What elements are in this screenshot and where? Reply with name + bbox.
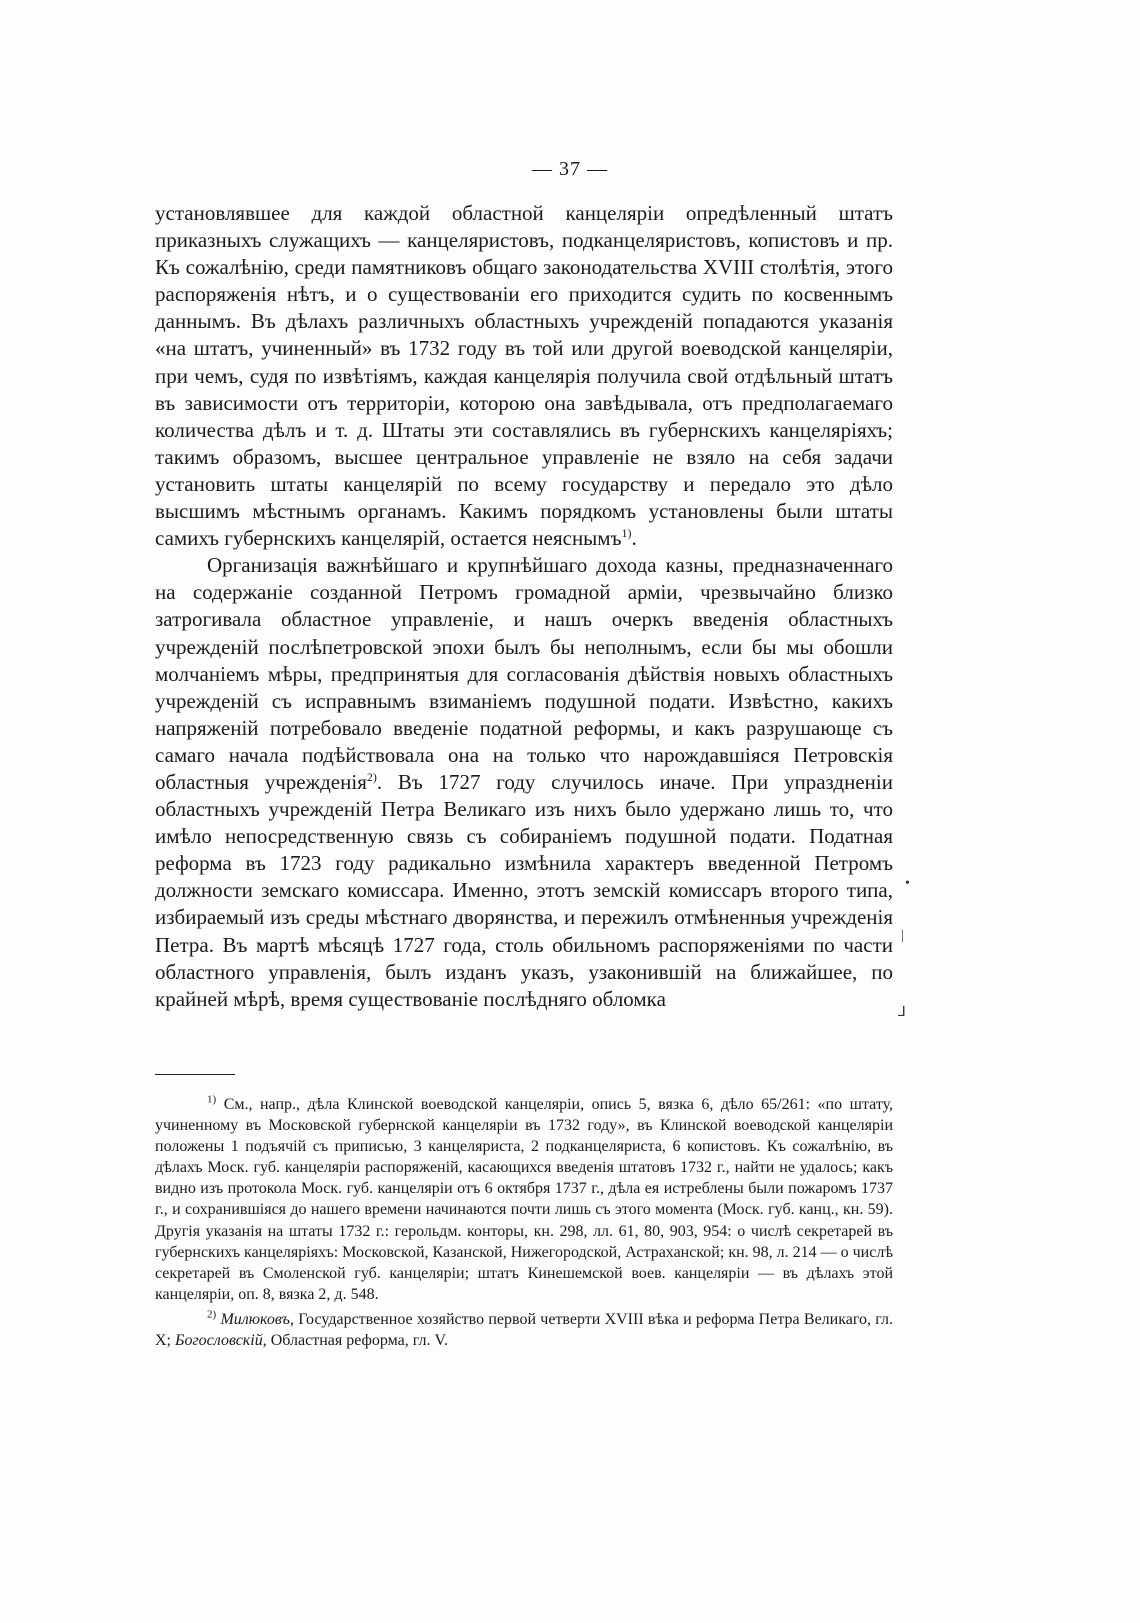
paragraph-1-text: установлявшее для каждой областной канцелярiи опредѣленный штатъ приказныхъ служащихъ — канцеляристовъ, подканцеляристовъ, копистовъ и пр. Къ сожалѣнiю, среди памятниковъ общаго законодательства XVIII столѣтiя, этого распоряженiя нѣтъ, и о существованiи его приходится судить по косвеннымъ даннымъ. Въ дѣлахъ различныхъ областныхъ учрежденiй попадаются указанiя «на штатъ, учиненный» въ 1732 году въ той или другой воеводской канцелярiи, при чемъ, судя по извѣтiямъ, каждая канцелярiя получила свой отдѣльный штатъ въ зависимости отъ территорiи, которою она завѣдывала, отъ предполагаемаго количества дѣлъ и т. д. Штаты эти составлялись въ губернскихъ канцелярiяхъ; такимъ образомъ, высшее центральное управленiе не взяло на себя задачи установить штаты канцелярiй по всему государству и передало это дѣло высшимъ мѣстнымъ органамъ. Какимъ порядкомъ установлены были штаты самихъ губернскихъ канцелярiй, остается неяснымъ <box>155 201 893 551</box>
footnotes <box>155 1094 893 1355</box>
footnote-1-text: См., напр., дѣла Клинской воеводской канцелярiи, опись 5, вязка 6, дѣло 65/261: «по штату, учиненному въ Московской губернской канцелярiи въ 1732 году», въ Клинской воеводской канцелярiи положены 1 подъячiй съ приписью, 3 канцеляриста, 2 подканцеляриста, 6 копистовъ. Къ сожалѣнiю, въ дѣлахъ Моск. губ. канцелярiи распоряженiй, касающихся введенiя штатовъ 1732 г., найти не удалось; какъ видно изъ протокола Моск. губ. канцелярiи отъ 6 октября 1737 г., дѣла ея истреблены были пожаромъ 1737 г., и сохранившiяся до нашего времени начинаются почти лишь съ этого момента (Моск. губ. канц., кн. 59). Другiя указанiя на штаты 1732 г.: герольдм. конторы, кн. 298, лл. 61, 80, 903, 954: о числѣ секретарей въ губернскихъ канцелярiяхъ: Московской, Казанской, Нижегородской, Астраханской; кн. 98, л. 214 — о числѣ секретарей въ Смоленской губ. канцелярiи; штатъ Кинешемской воев. канцелярiи — въ дѣлахъ этой канцелярiи, оп. 8, вязка 2, д. 548. <box>155 1096 894 1303</box>
footnote-ref-2[interactable]: 2) <box>366 769 377 784</box>
paragraph-1-end: . <box>631 526 637 551</box>
footnote-1 <box>155 1094 893 1305</box>
footnote-1-mark: 1) <box>207 1093 217 1106</box>
paragraph-1 <box>155 200 893 552</box>
body-text <box>155 200 893 1013</box>
margin-mark: • <box>905 876 910 891</box>
page-number: — 37 — <box>532 158 608 180</box>
footnote-2-mark: 2) <box>207 1308 217 1321</box>
footnote-2 <box>155 1309 893 1351</box>
paragraph-2-part2: . Въ 1727 году случилось иначе. При упраздненiи областныхъ учрежденiй Петра Великаго изъ нихъ было удержано лишь то, что имѣло непосредственную связь съ собиранiемъ подушной подати. Податная реформа въ 1723 году радикально измѣнила характеръ введенной Петромъ должности земскаго комиссара. Именно, этотъ земскiй комиссаръ второго типа, избираемый изъ среды мѣстнаго дворянства, и пережилъ отмѣненныя учрежденiя Петра. Въ мартѣ мѣсяцѣ 1727 года, столь обильномъ распоряженiями по части областного управленiя, былъ изданъ указъ, узаконившiй на ближайшее, по крайней мѣрѣ, время существованiе послѣдняго обломка <box>155 769 893 1011</box>
footnote-2-author-2: Богословскiй <box>175 1332 263 1350</box>
margin-mark: | <box>901 928 904 943</box>
footnote-2-text-1: , Государственное хозяйство первой четверти XVIII вѣка и реформа Петра Великаго, гл. X; <box>155 1310 894 1350</box>
margin-mark: ⅃ <box>898 1005 906 1020</box>
footnote-divider <box>155 1074 235 1075</box>
paragraph-2 <box>155 552 893 1013</box>
footnote-2-text-2: , Областная реформа, гл. V. <box>262 1332 448 1350</box>
footnote-ref-1[interactable]: 1) <box>621 526 632 541</box>
footnote-2-author-1: Милюковъ <box>220 1310 290 1328</box>
paragraph-2-part1: Организацiя важнѣйшаго и крупнѣйшаго дохода казны, предназначеннаго на содержанiе созданной Петромъ громадной армiи, чрезвычайно близко затрогивала областное управленiе, и нашъ очеркъ введенiя областныхъ учрежденiй послѣпетровской эпохи былъ бы неполнымъ, если бы мы обошли молчанiемъ мѣры, предпринятыя для согласованiя дѣйствiя новыхъ областныхъ учрежденiй съ исправнымъ взиманiемъ подушной подати. Извѣстно, какихъ напряженiй потребовало введенiе податной реформы, и какъ разрушающе съ самаго начала подѣйствовала она на только что нарождавшiяся Петровскiя областныя учрежденiя <box>155 553 893 794</box>
